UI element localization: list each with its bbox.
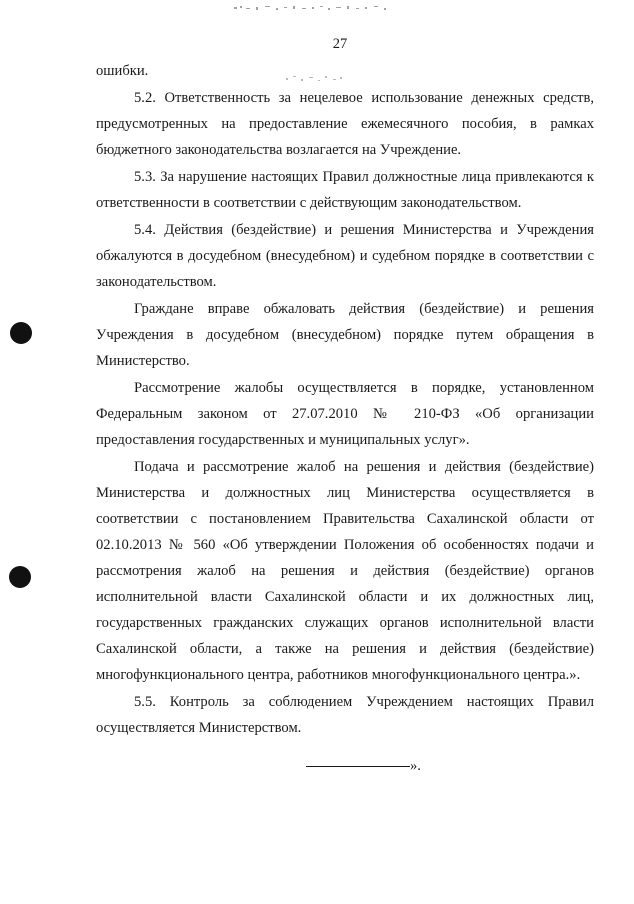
closing-quote: ». (410, 758, 421, 774)
paragraph: 5.3. За нарушение настоящих Правил должностные лица привлекаются к ответственности в соответствии с действующим законодательством. (96, 169, 594, 211)
punch-hole (10, 322, 32, 344)
closing-line (306, 758, 421, 775)
punch-hole (9, 566, 31, 588)
paragraph: Рассмотрение жалобы осуществляется в порядке, установленном Федеральным законом от 27.07.2010 № 210-ФЗ «Об организации предоставления государственных и муниципальных услуг». (96, 380, 594, 448)
paragraph: 5.2. Ответственность за нецелевое использование денежных средств, предусмотренных на предоставление ежемесячного пособия, в рамках бюджетного законодательства возлагается на Учреждение. (96, 90, 594, 158)
paragraph: 5.5. Контроль за соблюдением Учреждением настоящих Правил осуществляется Министерством. (96, 694, 594, 736)
page-number: 27 (332, 36, 348, 52)
paragraph: 5.4. Действия (бездействие) и решения Министерства и Учреждения обжалуются в досудебном (внесудебном) и судебном порядке в соответствии с законодательством. (96, 222, 594, 290)
paragraph: Подача и рассмотрение жалоб на решения и действия (бездействие) Министерства и должностных лиц Министерства осуществляется в соответствии с постановлением Правительства Сахалинской области от 02.10.2013 № 560 «Об утверждении Положения об особенностях подачи и рассмотрения жалоб на решения и действия (бездействие) органов исполнительной власти Сахалинской области и их должностных лиц, государственных гражданских служащих органов исполнительной власти Сахалинской области, а также на решения и действия (бездействие) многофункционального центра, работников многофункционального центра.». (96, 459, 594, 683)
paragraph: ошибки. (96, 63, 149, 79)
scan-noise-mark (232, 4, 392, 12)
paragraph: Граждане вправе обжаловать действия (бездействие) и решения Учреждения в досудебном (внесудебном) порядке путем обращения в Министерство. (96, 301, 594, 369)
blank-underline (306, 766, 410, 767)
document-body (96, 58, 594, 742)
